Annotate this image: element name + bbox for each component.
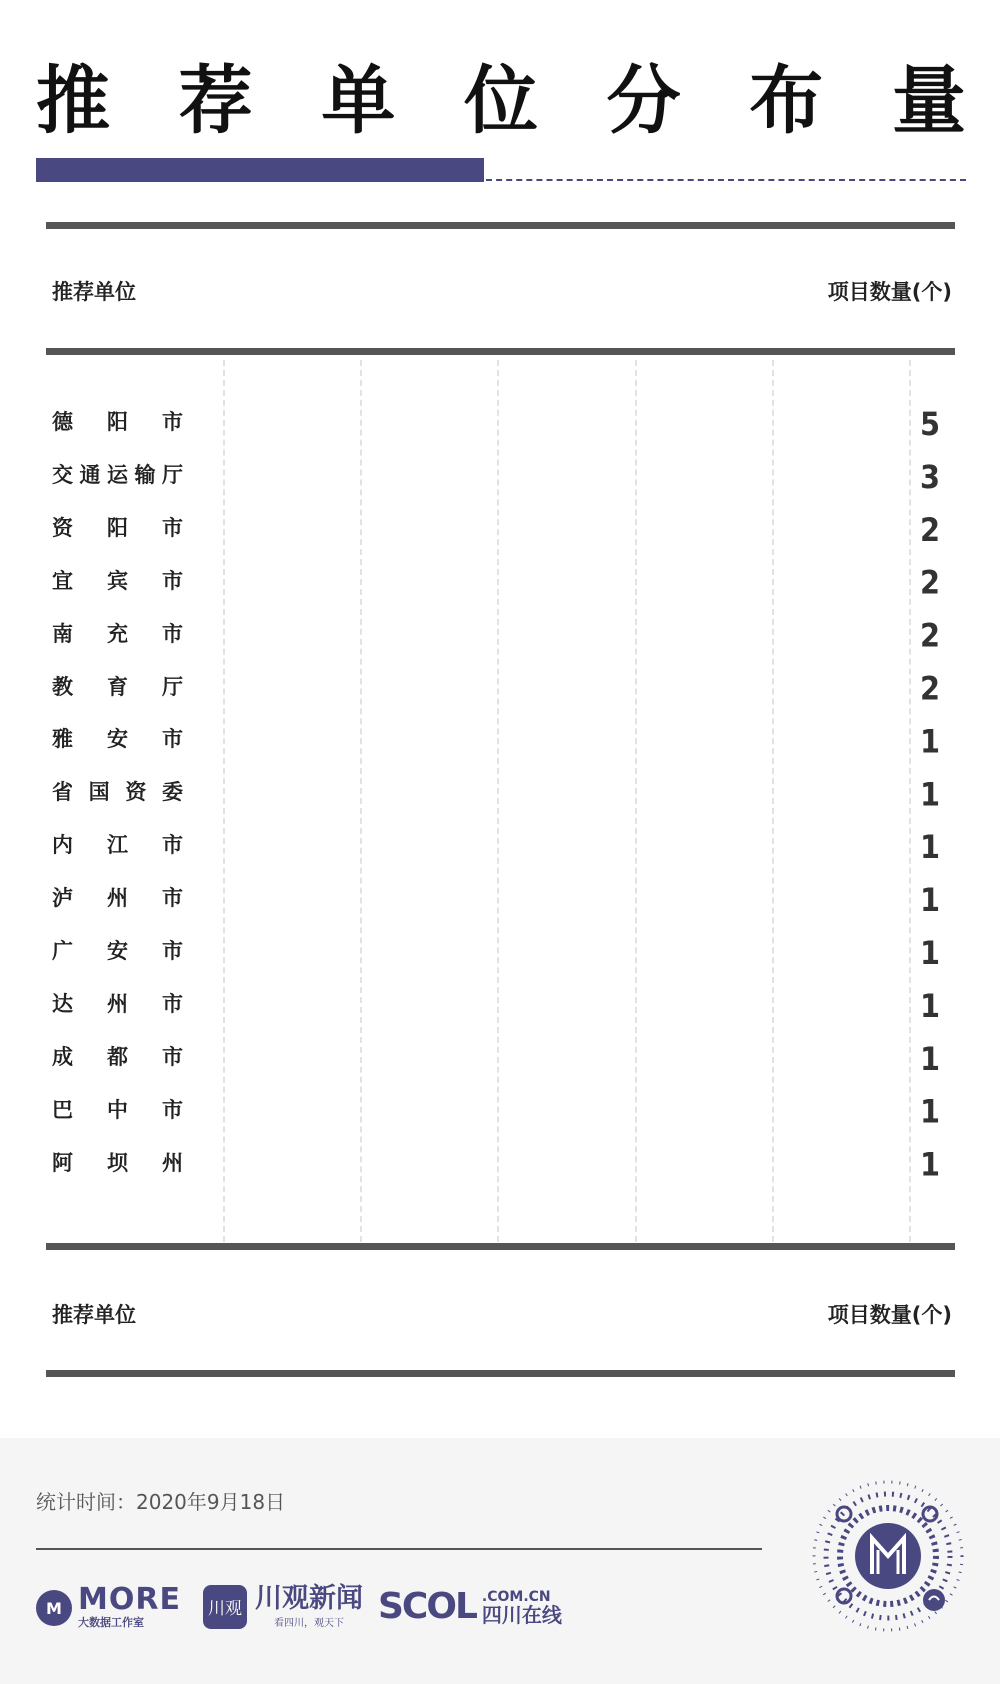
footer-bottom-rule <box>46 1370 955 1377</box>
more-logo <box>36 1582 181 1630</box>
category-label: 达 州 市 <box>52 991 183 1016</box>
footer-left-label: 推荐单位 <box>52 1303 136 1327</box>
value-label: 1 <box>919 986 940 1025</box>
category-label: 南 充 市 <box>52 621 183 646</box>
chuanguan-logo-name: 川观新闻 <box>255 1583 363 1614</box>
value-label: 3 <box>919 457 940 496</box>
more-logo-sub: 大数据工作室 <box>78 1616 144 1629</box>
value-label: 1 <box>919 1039 940 1078</box>
value-label: 2 <box>919 616 940 655</box>
value-label: 1 <box>919 1092 940 1131</box>
category-label: 成 都 市 <box>52 1044 183 1069</box>
stat-date: 统计时间：2020年9月18日 <box>36 1490 286 1514</box>
value-label: 1 <box>919 828 940 867</box>
category-label: 广 安 市 <box>52 939 183 963</box>
value-label: 1 <box>919 1145 940 1184</box>
category-label: 阿 坝 州 <box>52 1150 183 1175</box>
category-label: 资 阳 市 <box>52 515 183 540</box>
chuanguan-logo-mark: 川观 <box>203 1585 247 1629</box>
scol-logo-cn: 四川在线 <box>481 1602 562 1627</box>
value-label: 2 <box>919 563 940 602</box>
value-label: 5 <box>919 405 940 443</box>
footer-top-rule <box>46 1243 955 1250</box>
more-logo-name: MORE <box>78 1582 181 1617</box>
scol-logo <box>378 1586 562 1627</box>
value-label: 2 <box>919 669 940 708</box>
scol-logo-domain: .COM.CN <box>481 1588 551 1605</box>
more-logo-mark: M <box>36 1590 72 1626</box>
value-label: 2 <box>919 510 940 549</box>
category-label: 宜 宾 市 <box>52 568 183 593</box>
category-label: 内 江 市 <box>52 833 183 858</box>
title-char: 推 <box>36 58 110 144</box>
title-char: 分 <box>606 58 681 144</box>
title-char: 量 <box>891 58 966 144</box>
value-label: 1 <box>919 934 940 972</box>
category-label: 省 国 资 委 <box>52 780 183 805</box>
scol-logo-name: SCOL <box>378 1586 476 1627</box>
title-char: 位 <box>463 58 538 144</box>
footer-divider <box>36 1548 762 1550</box>
chuanguan-logo <box>203 1584 363 1629</box>
value-label: 1 <box>919 881 940 920</box>
category-label: 泸 州 市 <box>52 886 183 911</box>
qr-code-icon[interactable] <box>808 1476 968 1636</box>
header-right-label: 项目数量(个) <box>827 280 952 304</box>
title-char: 荐 <box>178 58 253 144</box>
value-label: 1 <box>919 722 940 761</box>
category-label: 巴 中 市 <box>52 1097 183 1122</box>
header-left-label: 推荐单位 <box>52 280 136 304</box>
chuanguan-logo-slogan: 看四川，观天下 <box>274 1618 344 1629</box>
value-label: 1 <box>919 775 940 814</box>
title-char: 单 <box>321 58 396 144</box>
title-char: 布 <box>749 58 824 144</box>
footer <box>0 1438 1000 1684</box>
footer-right-label: 项目数量(个) <box>827 1303 952 1327</box>
category-label: 雅 安 市 <box>52 727 183 752</box>
category-label: 交 通 运 输 厅 <box>52 462 183 487</box>
category-label: 德 阳 市 <box>52 410 183 434</box>
category-label: 教 育 厅 <box>52 674 183 699</box>
